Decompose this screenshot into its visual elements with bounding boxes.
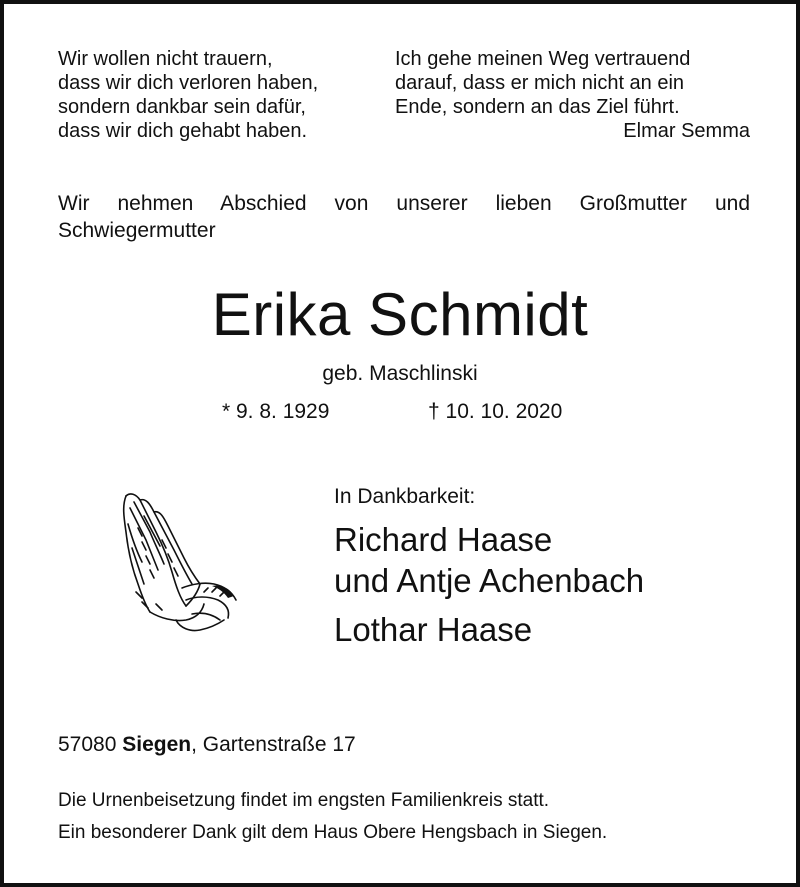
mourner-name: Lothar Haase bbox=[334, 611, 533, 648]
verse-left-line: Wir wollen nicht trauern, bbox=[58, 48, 273, 70]
death-date: † 10. 10. 2020 bbox=[428, 400, 563, 423]
address-postcode: 57080 bbox=[58, 733, 117, 756]
verse-left-line: dass wir dich verloren haben, bbox=[58, 72, 319, 94]
burial-note: Die Urnenbeisetzung findet im engsten Familienkreis statt. bbox=[58, 790, 550, 811]
thanks-note: Ein besonderer Dank gilt dem Haus Obere Hengsbach in Siegen. bbox=[58, 822, 608, 843]
address-street: , Gartenstraße 17 bbox=[191, 733, 356, 756]
praying-hands-icon bbox=[116, 488, 242, 634]
verse-left bbox=[58, 47, 318, 143]
mourner-name: und Antje Achenbach bbox=[334, 562, 645, 599]
address-city: Siegen bbox=[122, 733, 192, 756]
verse-right-line: darauf, dass er mich nicht an ein bbox=[395, 72, 685, 94]
verse-right bbox=[395, 47, 750, 143]
farewell-intro: Wir nehmen Abschied von unserer lieben Großmutter und Schwiegermutter bbox=[58, 192, 750, 242]
maiden-name: geb. Maschlinski bbox=[322, 362, 478, 385]
thanks-label: In Dankbarkeit: bbox=[334, 485, 476, 508]
birth-date: * 9. 8. 1929 bbox=[222, 400, 330, 423]
verse-left-line: sondern dankbar sein dafür, bbox=[58, 96, 306, 118]
verse-right-line: Ich gehe meinen Weg vertrauend bbox=[395, 48, 691, 70]
verse-left-line: dass wir dich gehabt haben. bbox=[58, 120, 308, 142]
deceased-name: Erika Schmidt bbox=[211, 281, 589, 348]
verse-right-line: Ende, sondern an das Ziel führt. bbox=[395, 96, 680, 118]
verse-attribution: Elmar Semma bbox=[623, 120, 750, 142]
family-address bbox=[58, 731, 356, 759]
mourner-name: Richard Haase bbox=[334, 521, 553, 558]
